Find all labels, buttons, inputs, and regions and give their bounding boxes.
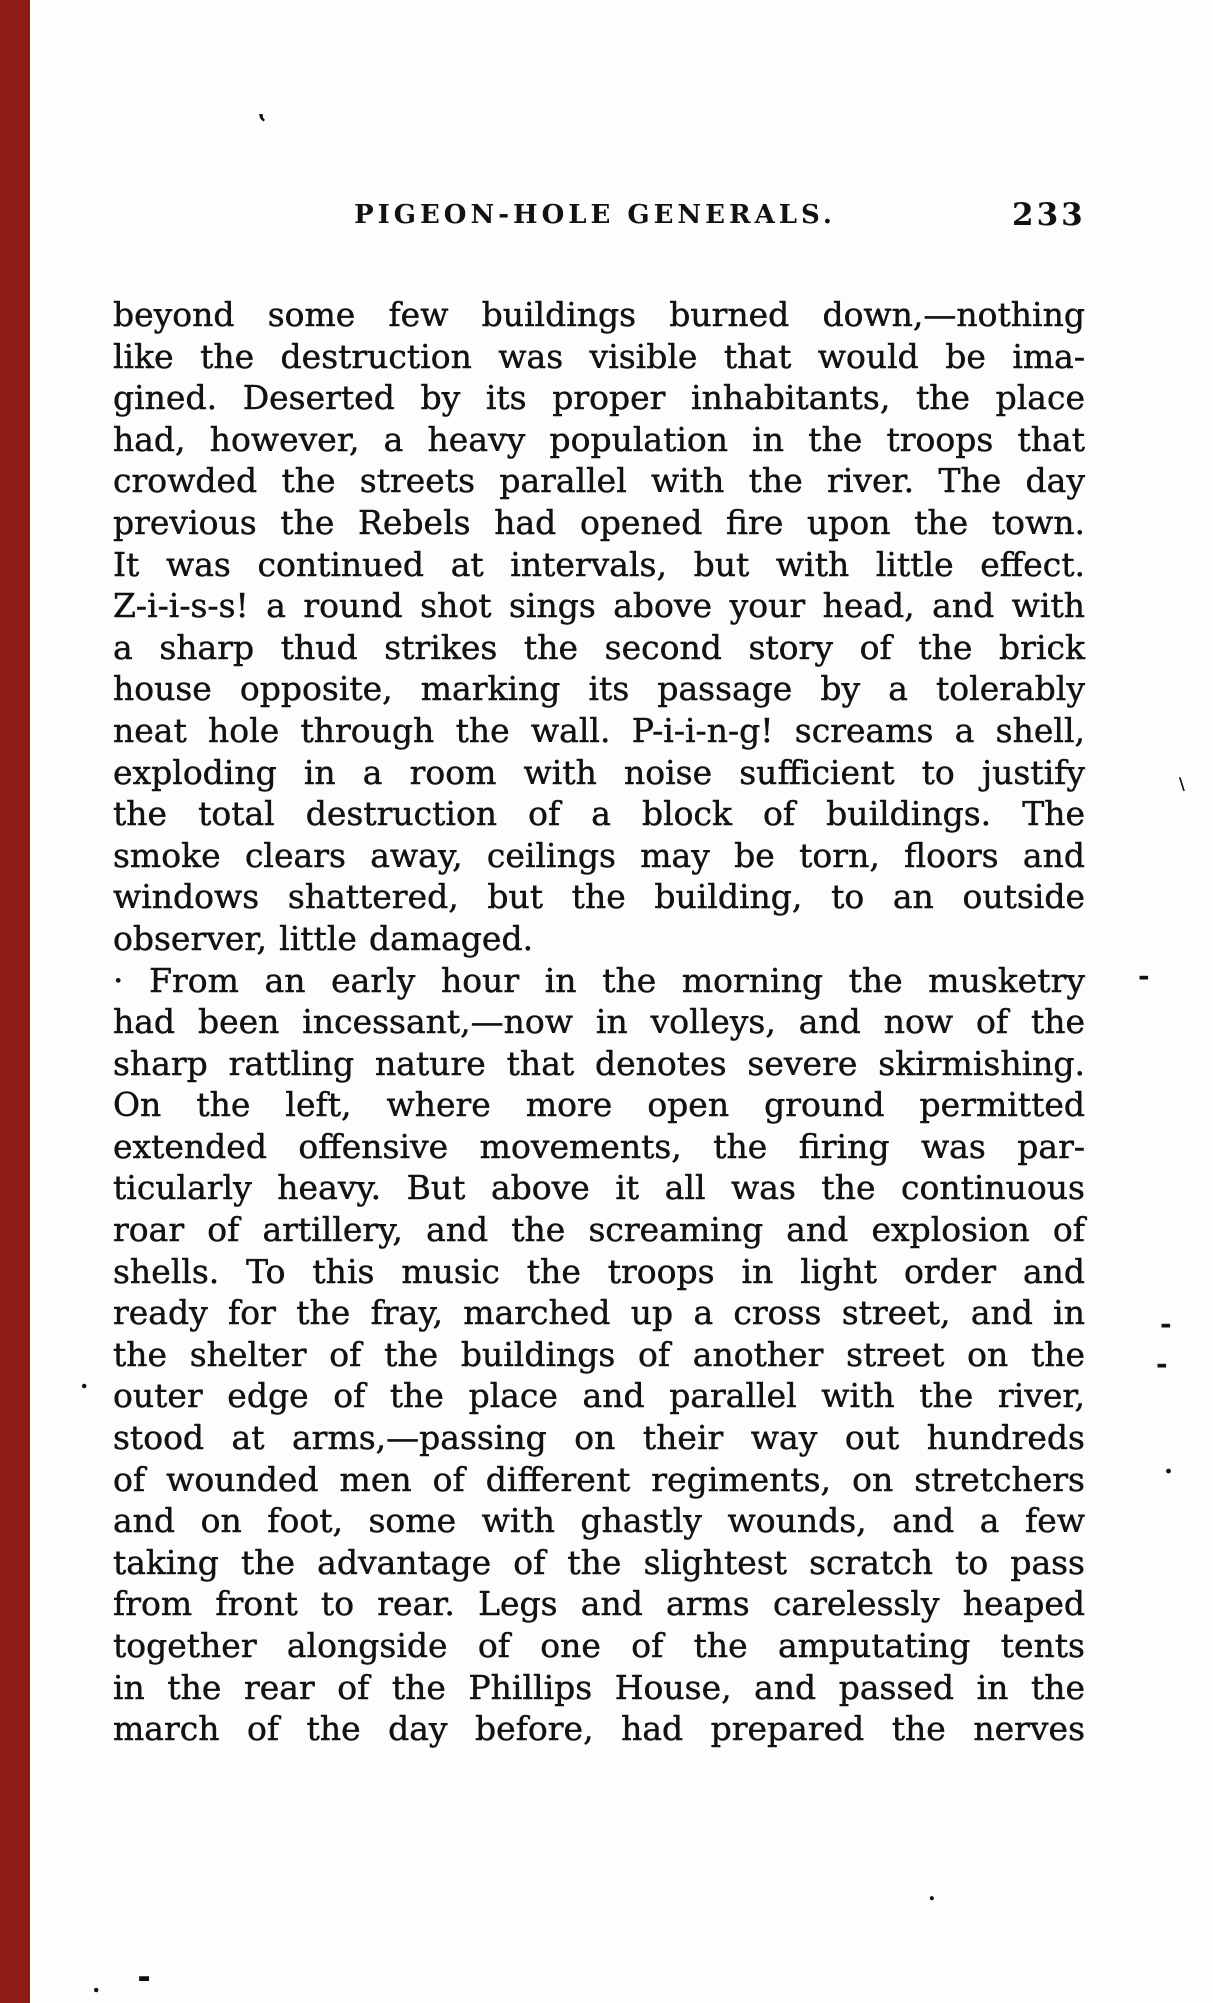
text-line: Z-i-i-s-s! a round shot sings above your head, and with: [113, 586, 1085, 626]
text-line: like the destruction was visible that would be ima-: [113, 336, 1085, 376]
scan-speck: ﹨: [1172, 770, 1192, 794]
text-line: It was continued at intervals, but with little effect.: [113, 544, 1085, 584]
text-line: shells. To this music the troops in light order and: [113, 1251, 1085, 1291]
book-spine-edge: [0, 0, 30, 2003]
text-line: from front to rear. Legs and arms carelessly heaped: [113, 1584, 1085, 1624]
scan-speck: -: [1138, 959, 1150, 992]
scan-speck: -: [1160, 1307, 1172, 1340]
text-line: smoke clears away, ceilings may be torn, floors and: [113, 835, 1085, 875]
scan-speck: .: [92, 1969, 101, 1998]
body-text-block: [113, 294, 1085, 1750]
scan-speck: ▬: [138, 1971, 151, 1986]
paragraph-2: [113, 960, 1085, 1750]
page-number: 233: [1012, 197, 1086, 233]
text-line: roar of artillery, and the screaming and explosion of: [113, 1210, 1085, 1250]
scan-speck: -: [1156, 1347, 1168, 1380]
text-line: On the left, where more open ground permitted: [113, 1085, 1085, 1125]
text-line: sharp rattling nature that denotes severe skirmishing.: [113, 1043, 1085, 1083]
text-line: windows shattered, but the building, to an outside: [113, 877, 1085, 917]
text-line: in the rear of the Phillips House, and passed in the: [113, 1667, 1085, 1707]
scan-speck: .: [1164, 1450, 1174, 1480]
paragraph-1: [113, 294, 1085, 960]
text-line: stood at arms,—passing on their way out hundreds: [113, 1418, 1085, 1458]
text-line: march of the day before, had prepared the nerves: [113, 1709, 1085, 1749]
text-line: the shelter of the buildings of another street on the: [113, 1334, 1085, 1374]
text-line: exploding in a room with noise sufficient to justify: [113, 752, 1085, 792]
text-line: previous the Rebels had opened fire upon the town.: [113, 502, 1085, 542]
text-line: of wounded men of different regiments, on stretchers: [113, 1459, 1085, 1499]
text-line: · From an early hour in the morning the musketry: [113, 960, 1085, 1000]
text-line: neat hole through the wall. P-i-i-n-g! screams a shell,: [113, 710, 1085, 750]
text-line: beyond some few buildings burned down,—nothing: [113, 295, 1085, 334]
text-line: house opposite, marking its passage by a tolerably: [113, 669, 1085, 709]
text-line: the total destruction of a block of buildings. The: [113, 794, 1085, 834]
text-line: had been incessant,—now in volleys, and now of the: [113, 1002, 1085, 1042]
text-line: observer, little damaged.: [113, 918, 534, 958]
running-header-title: PIGEON-HOLE GENERALS.: [354, 200, 836, 230]
text-line: crowded the streets parallel with the river. The day: [113, 461, 1085, 501]
text-line: a sharp thud strikes the second story of the brick: [113, 627, 1085, 667]
scan-speck: .: [928, 1880, 936, 1906]
text-line: and on foot, some with ghastly wounds, and a few: [113, 1501, 1085, 1541]
scan-speck: ‛: [258, 110, 268, 140]
scan-speck: .: [80, 1365, 89, 1394]
text-line: extended offensive movements, the firing was par-: [113, 1126, 1085, 1166]
text-line: together alongside of one of the amputating tents: [113, 1626, 1085, 1665]
text-line: had, however, a heavy population in the troops that: [113, 419, 1085, 459]
text-line: ticularly heavy. But above it all was the continuous: [113, 1168, 1085, 1208]
text-line: outer edge of the place and parallel with the river,: [113, 1376, 1085, 1416]
text-line: taking the advantage of the slightest scratch to pass: [113, 1542, 1085, 1582]
text-line: gined. Deserted by its proper inhabitants, the place: [113, 378, 1085, 418]
text-line: ready for the fray, marched up a cross street, and in: [113, 1293, 1085, 1333]
